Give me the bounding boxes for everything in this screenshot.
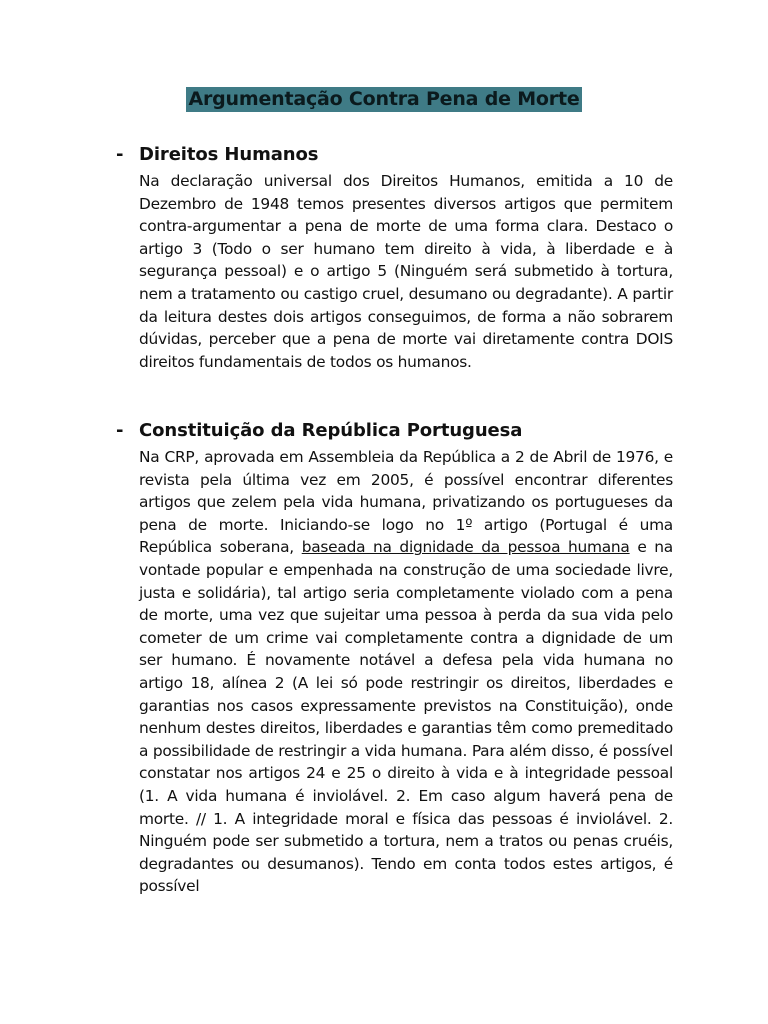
paragraph-text-rest: e na vontade popular e empenhada na construção de uma sociedade livre, justa e solidária), tal artigo seria completamente violado com a pena de morte, uma vez que sujeitar uma pessoa à perda da sua vida pelo cometer de um crime vai completamente contra a dignidade de um ser humano. É novamente notável a defesa pela vida humana no artigo 18, alínea 2 (A lei só pode restringir os direitos, liberdades e garantias nos casos expressamente previstos na Constituição), onde nenhum destes direitos, liberdades e garantias têm como premeditado a possibilidade de restringir a vida humana. Para além disso, é possível constatar nos artigos 24 e 25 o direito à vida e à integridade pessoal (1. A vida humana é inviolável. 2. Em caso algum haverá pena de morte. // 1. A integridade moral e física das pessoas é inviolável. 2. Ninguém pode ser submetido a tortura, nem a tratos ou penas cruéis, degradantes ou desumanos). Tendo em conta todos estes artigos, é possível xyxy=(139,538,673,896)
section-heading: Direitos Humanos xyxy=(139,144,319,165)
document-title-container xyxy=(0,87,768,112)
underlined-phrase: baseada na dignidade da pessoa humana xyxy=(301,538,630,557)
paragraph-text-start: Na CRP, aprovada em Assembleia da República a 2 de Abril de 1976, e revista pela última vez em 2005, é possível encontrar diferentes artigos que zelem pela vida humana, privatizando os portugueses da pena de morte. Iniciando-se logo no 1º artigo (Portugal é uma República soberana, xyxy=(139,448,673,557)
section-paragraph: Na declaração universal dos Direitos Humanos, emitida a 10 de Dezembro de 1948 temos presentes diversos artigos que permitem contra-argumentar a pena de morte de uma forma clara. Destaco o artigo 3 (Todo o ser humano tem direito à vida, à liberdade e à segurança pessoal) e o artigo 5 (Ninguém será submetido à tortura, nem a tratamento ou castigo cruel, desumano ou degradante). A partir da leitura destes dois artigos conseguimos, de forma a não sobrarem dúvidas, perceber que a pena de morte vai diretamente contra DOIS direitos fundamentais de todos os humanos. xyxy=(139,172,673,371)
section-heading-row xyxy=(112,420,677,446)
section-heading: Constituição da República Portuguesa xyxy=(139,420,523,441)
section-paragraph xyxy=(139,446,673,898)
bullet-dash: - xyxy=(116,144,124,165)
section-heading-row xyxy=(112,144,677,170)
section-direitos-humanos xyxy=(112,144,677,373)
bullet-dash: - xyxy=(116,420,124,441)
document-title: Argumentação Contra Pena de Morte xyxy=(188,88,580,110)
section-constituicao xyxy=(112,420,677,898)
